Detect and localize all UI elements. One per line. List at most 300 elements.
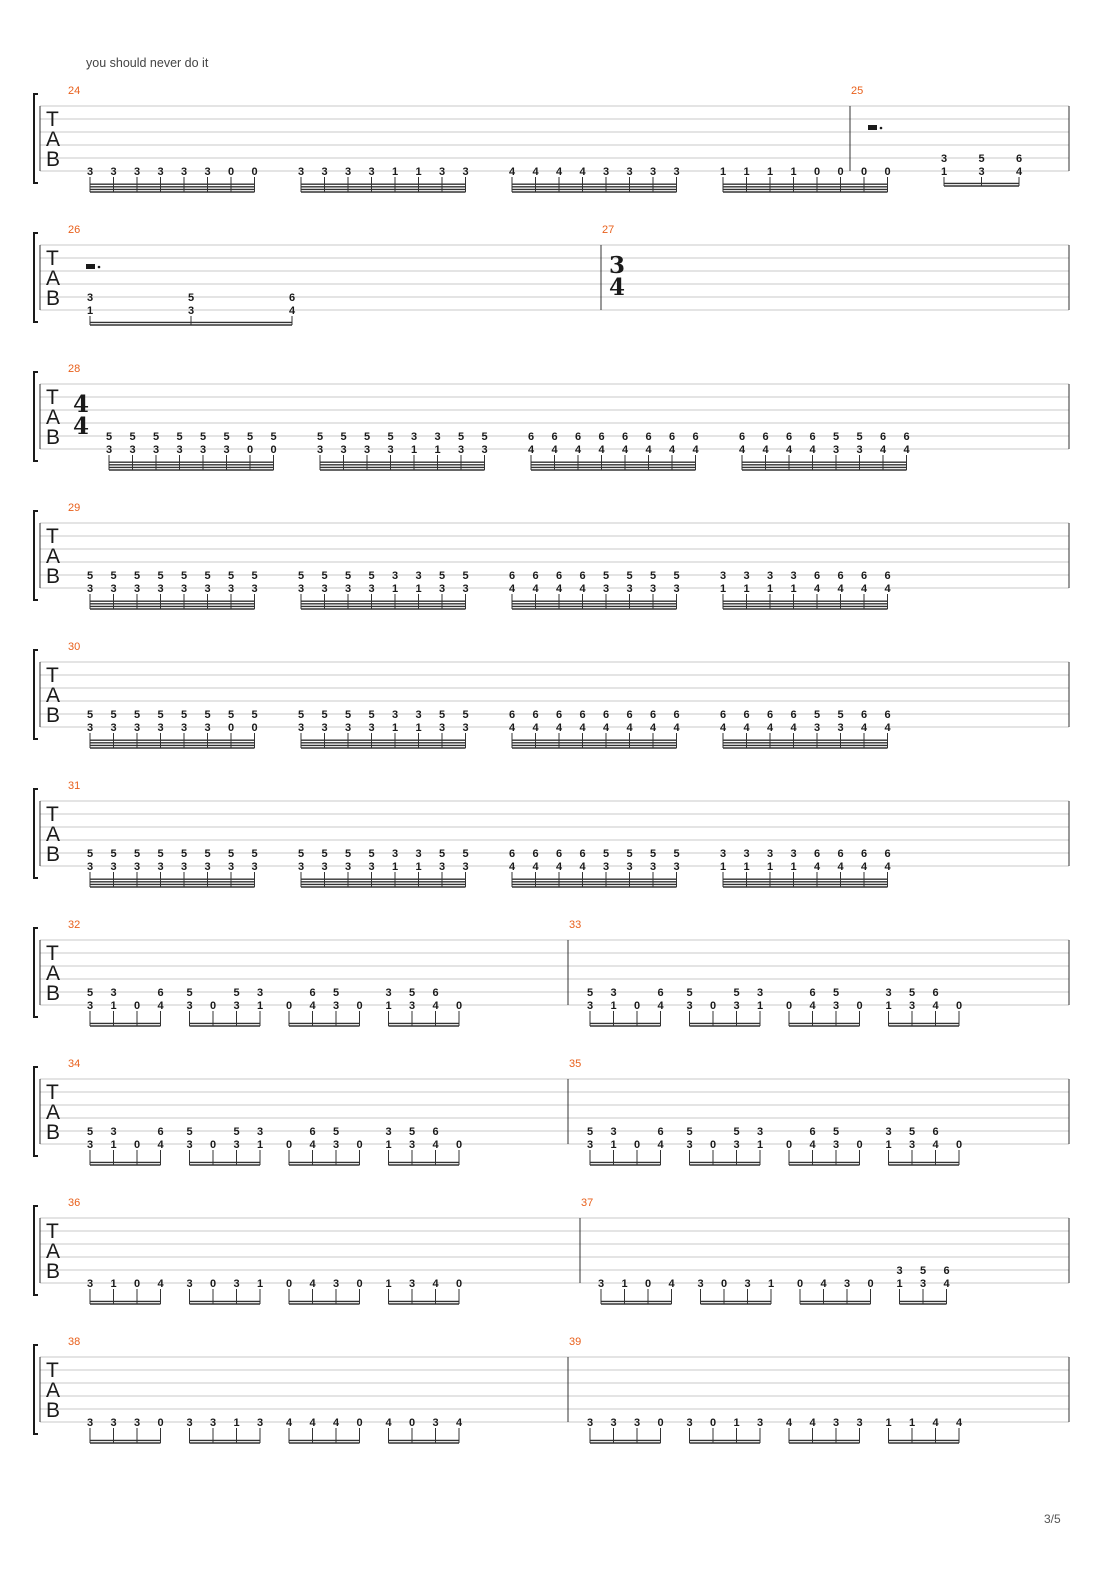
fret-number: 3 [86,292,94,304]
fret-number: 3 [251,861,258,873]
fret-number: 3 [610,1417,617,1429]
fret-number: 3 [832,444,840,456]
fret-number: 5 [626,570,633,582]
fret-number: 4 [532,722,539,734]
fret-number: 5 [602,848,610,860]
fret-number: 3 [908,1000,916,1012]
fret-number: 6 [673,709,680,721]
fret-number: 3 [157,861,164,873]
fret-number: 3 [157,166,164,178]
fret-number: 4 [309,1139,316,1151]
fret-number: 3 [885,1126,892,1138]
tab-staff-svg [0,914,1110,1053]
fret-number: 5 [157,848,164,860]
fret-number: 4 [785,1417,793,1429]
fret-number: 0 [356,1278,363,1290]
fret-number: 0 [720,1278,728,1290]
tab-clef-letter: B [46,565,61,588]
fret-number: 3 [368,583,375,595]
fret-number: 3 [673,583,680,595]
fret-number: 0 [285,1139,293,1151]
tab-clef-letter: B [46,426,61,449]
fret-number: 6 [837,570,844,582]
fret-number: 4 [738,444,746,456]
measure-number: 29 [68,502,81,514]
page-number: 3/5 [1044,1512,1061,1526]
fret-number: 3 [649,583,657,595]
fret-number: 1 [256,1000,264,1012]
fret-number: 4 [579,166,586,178]
fret-number: 5 [110,709,117,721]
fret-number: 4 [649,722,657,734]
tab-system [0,497,1110,636]
fret-number: 3 [743,848,750,860]
fret-number: 3 [813,722,821,734]
fret-number: 5 [626,848,633,860]
fret-number: 0 [356,1139,363,1151]
fret-number: 3 [321,166,328,178]
fret-number: 1 [885,1139,892,1151]
fret-number: 4 [860,583,868,595]
fret-number: 1 [110,1000,117,1012]
fret-number: 6 [645,431,652,443]
fret-number: 4 [884,861,891,873]
fret-number: 4 [602,722,610,734]
fret-number: 5 [856,431,863,443]
fret-number: 3 [110,166,117,178]
fret-number: 1 [908,1417,916,1429]
fret-number: 6 [621,431,629,443]
fret-number: 5 [832,987,840,999]
system-bracket [34,511,38,600]
fret-number: 1 [415,166,422,178]
fret-number: 0 [709,1000,717,1012]
fret-number: 3 [133,583,141,595]
fret-number: 4 [527,444,535,456]
fret-number: 5 [344,848,352,860]
fret-number: 5 [246,431,254,443]
fret-number: 0 [209,1278,217,1290]
fret-number: 3 [256,1126,264,1138]
tab-system [0,1053,1110,1192]
fret-number: 4 [579,722,586,734]
tab-system [0,636,1110,775]
measure-number: 27 [602,224,615,236]
fret-number: 5 [340,431,347,443]
fret-number: 3 [743,570,750,582]
fret-number: 3 [438,722,446,734]
fret-number: 3 [626,583,633,595]
fret-number: 0 [356,1417,363,1429]
fret-number: 3 [602,166,610,178]
fret-number: 0 [227,166,235,178]
fret-number: 0 [644,1278,652,1290]
fret-number: 3 [919,1278,927,1290]
fret-number: 6 [657,1126,664,1138]
time-signature-top: 4 [73,391,90,418]
fret-number: 5 [233,1126,240,1138]
fret-number: 0 [856,1000,863,1012]
fret-number: 1 [385,1278,392,1290]
fret-number: 3 [438,583,446,595]
fret-number: 4 [598,444,605,456]
fret-number: 5 [176,431,183,443]
fret-number: 5 [908,987,916,999]
fret-number: 4 [1015,166,1023,178]
fret-number: 4 [762,444,769,456]
fret-number: 1 [391,861,399,873]
tab-staff-svg [0,636,1110,775]
measure-number: 32 [68,919,81,931]
fret-number: 5 [332,987,340,999]
measure-number: 35 [569,1058,582,1070]
tab-system [0,80,1110,219]
fret-number: 3 [199,444,207,456]
fret-number: 3 [837,722,844,734]
section-subtitle: you should never do it [86,56,209,70]
fret-number: 5 [133,570,141,582]
fret-number: 4 [455,1417,463,1429]
fret-number: 3 [176,444,183,456]
fret-number: 5 [186,1126,193,1138]
fret-number: 0 [227,722,235,734]
fret-number: 4 [385,1417,392,1429]
fret-number: 0 [251,722,258,734]
fret-number: 3 [610,1126,617,1138]
fret-number: 3 [462,722,469,734]
fret-number: 6 [766,709,774,721]
fret-number: 6 [508,709,516,721]
fret-number: 5 [204,848,211,860]
system-bracket [34,1206,38,1295]
fret-number: 3 [344,722,352,734]
fret-number: 1 [415,583,422,595]
fret-number: 3 [86,722,94,734]
fret-number: 3 [744,1278,751,1290]
fret-number: 4 [903,444,910,456]
fret-number: 4 [508,861,516,873]
fret-number: 3 [756,1417,764,1429]
fret-number: 1 [610,1000,617,1012]
rest-dot [880,127,883,130]
fret-number: 3 [832,1000,840,1012]
tab-staff-svg [0,80,1110,219]
system-bracket [34,1345,38,1434]
fret-number: 0 [860,166,868,178]
fret-number: 4 [809,444,816,456]
tab-clef-letter: T [46,1359,59,1382]
fret-number: 1 [733,1417,740,1429]
fret-number: 3 [227,583,235,595]
measure-number: 30 [68,641,81,653]
fret-number: 1 [743,583,750,595]
fret-number: 3 [385,1126,392,1138]
fret-number: 6 [692,431,699,443]
fret-number: 3 [133,1417,141,1429]
fret-number: 3 [251,583,258,595]
fret-number: 3 [157,722,164,734]
fret-number: 3 [633,1417,641,1429]
fret-number: 6 [309,1126,316,1138]
fret-number: 5 [837,709,844,721]
fret-number: 3 [649,861,657,873]
fret-number: 5 [251,709,258,721]
fret-number: 3 [368,166,375,178]
fret-number: 5 [368,848,375,860]
fret-number: 3 [256,1417,264,1429]
fret-number: 3 [204,861,211,873]
fret-number: 3 [133,861,141,873]
fret-number: 0 [709,1417,717,1429]
fret-number: 3 [432,1417,439,1429]
fret-number: 3 [186,1278,193,1290]
fret-number: 6 [1015,153,1023,165]
fret-number: 5 [813,709,821,721]
fret-number: 6 [657,987,664,999]
fret-number: 3 [110,722,117,734]
tab-clef-letter: A [46,823,61,846]
fret-number: 1 [743,166,750,178]
fret-number: 3 [385,987,392,999]
fret-number: 3 [340,444,347,456]
measure-number: 33 [569,919,582,931]
fret-number: 5 [438,709,446,721]
system-bracket [34,372,38,461]
measure-number: 24 [68,85,81,97]
fret-number: 1 [756,1000,764,1012]
fret-number: 5 [233,987,240,999]
fret-number: 3 [856,1417,863,1429]
fret-number: 5 [321,709,328,721]
fret-number: 1 [610,1139,617,1151]
fret-number: 3 [233,1139,240,1151]
fret-number: 3 [462,166,469,178]
tab-clef-letter: B [46,1399,61,1422]
fret-number: 3 [462,583,469,595]
fret-number: 0 [356,1000,363,1012]
fret-number: 4 [860,861,868,873]
fret-number: 5 [321,848,328,860]
fret-number: 3 [896,1265,903,1277]
fret-number: 3 [940,153,948,165]
fret-number: 5 [86,709,94,721]
fret-number: 4 [626,722,633,734]
tab-clef-letter: B [46,1121,61,1144]
fret-number: 3 [180,861,188,873]
fret-number: 3 [415,570,422,582]
fret-number: 6 [903,431,910,443]
fret-number: 4 [884,583,891,595]
fret-number: 5 [204,570,211,582]
fret-number: 3 [227,861,235,873]
fret-number: 3 [105,444,113,456]
fret-number: 6 [809,431,816,443]
fret-number: 4 [508,166,516,178]
fret-number: 5 [673,848,680,860]
fret-number: 4 [785,444,793,456]
fret-number: 3 [697,1278,704,1290]
fret-number: 1 [110,1139,117,1151]
tab-clef-letter: A [46,1240,61,1263]
fret-number: 3 [368,861,375,873]
fret-number: 3 [86,1278,94,1290]
fret-number: 6 [532,570,539,582]
fret-number: 0 [785,1000,793,1012]
fret-number: 6 [626,709,633,721]
tab-clef-letter: T [46,1081,59,1104]
fret-number: 6 [743,709,750,721]
tab-clef-letter: A [46,267,61,290]
fret-number: 4 [809,1000,816,1012]
fret-number: 3 [344,583,352,595]
tab-clef-letter: A [46,545,61,568]
fret-number: 0 [955,1139,963,1151]
fret-number: 5 [363,431,371,443]
fret-number: 4 [309,1278,316,1290]
fret-number: 6 [555,570,563,582]
tab-clef-letter: B [46,1260,61,1283]
tab-staff-svg [0,497,1110,636]
fret-number: 4 [743,722,750,734]
fret-number: 3 [978,166,985,178]
fret-number: 4 [809,1139,816,1151]
fret-number: 3 [110,583,117,595]
fret-number: 3 [766,848,774,860]
fret-number: 1 [719,583,727,595]
fret-number: 0 [856,1139,863,1151]
tab-clef-letter: A [46,1101,61,1124]
fret-number: 3 [321,722,328,734]
measure-number: 39 [569,1336,582,1348]
fret-number: 0 [455,1139,463,1151]
fret-number: 4 [432,1000,439,1012]
fret-number: 6 [574,431,582,443]
fret-number: 3 [756,987,764,999]
fret-number: 0 [813,166,821,178]
fret-number: 4 [157,1139,164,1151]
fret-number: 3 [180,166,188,178]
fret-number: 5 [133,848,141,860]
fret-number: 3 [332,1139,340,1151]
fret-number: 5 [227,570,235,582]
fret-number: 3 [410,431,418,443]
fret-number: 5 [297,570,305,582]
tab-clef-letter: A [46,962,61,985]
fret-number: 6 [432,1126,439,1138]
fret-number: 6 [551,431,558,443]
tab-clef-letter: T [46,386,59,409]
fret-number: 1 [885,1000,892,1012]
fret-number: 4 [692,444,699,456]
fret-number: 4 [860,722,868,734]
fret-number: 3 [223,444,230,456]
fret-number: 4 [932,1139,939,1151]
fret-number: 4 [555,583,563,595]
fret-number: 0 [157,1417,164,1429]
fret-number: 6 [738,431,746,443]
tab-staff-svg [0,219,1110,358]
fret-number: 5 [919,1265,927,1277]
tab-staff-svg [0,358,1110,497]
fret-number: 3 [408,1139,416,1151]
fret-number: 4 [309,1417,316,1429]
tab-system [0,914,1110,1053]
fret-number: 3 [86,1139,94,1151]
fret-number: 5 [733,1126,740,1138]
fret-number: 1 [885,1417,892,1429]
fret-number: 6 [532,709,539,721]
fret-number: 5 [462,709,469,721]
time-signature-top: 3 [609,252,626,279]
fret-number: 1 [719,861,727,873]
fret-number: 6 [884,848,891,860]
fret-number: 3 [209,1417,217,1429]
fret-number: 6 [309,987,316,999]
fret-number: 4 [657,1139,664,1151]
fret-number: 3 [152,444,160,456]
fret-number: 5 [180,848,188,860]
system-bracket [34,1067,38,1156]
fret-number: 6 [432,987,439,999]
fret-number: 3 [597,1278,605,1290]
fret-number: 5 [686,987,693,999]
fret-number: 3 [832,1417,840,1429]
tab-staff-svg [0,1331,1110,1470]
fret-number: 3 [686,1000,693,1012]
fret-number: 5 [438,848,446,860]
tab-clef-letter: T [46,942,59,965]
fret-number: 3 [885,987,892,999]
fret-number: 0 [867,1278,874,1290]
fret-number: 5 [908,1126,916,1138]
fret-number: 5 [321,570,328,582]
fret-number: 5 [649,570,657,582]
fret-number: 5 [86,1126,94,1138]
fret-number: 0 [955,1000,963,1012]
fret-number: 6 [809,1126,816,1138]
fret-number: 4 [790,722,797,734]
fret-number: 3 [110,987,117,999]
fret-number: 3 [256,987,264,999]
fret-number: 1 [415,722,422,734]
fret-number: 6 [879,431,887,443]
fret-number: 3 [766,570,774,582]
fret-number: 5 [332,1126,340,1138]
fret-number: 6 [602,709,610,721]
tab-staff-svg [0,775,1110,914]
fret-number: 3 [586,1139,594,1151]
fret-number: 3 [180,722,188,734]
fret-number: 3 [110,1417,117,1429]
fret-number: 0 [246,444,254,456]
fret-number: 4 [673,722,680,734]
measure-number: 31 [68,780,81,792]
fret-number: 4 [879,444,887,456]
measure-number: 34 [68,1058,81,1070]
fret-number: 6 [579,848,586,860]
fret-number: 3 [86,583,94,595]
fret-number: 0 [133,1000,141,1012]
fret-number: 0 [251,166,258,178]
fret-number: 5 [686,1126,693,1138]
fret-number: 3 [86,166,94,178]
fret-number: 3 [832,1139,840,1151]
fret-number: 4 [668,1278,675,1290]
system-bracket [34,233,38,322]
fret-number: 0 [285,1278,293,1290]
fret-number: 4 [820,1278,827,1290]
fret-number: 3 [186,1000,193,1012]
